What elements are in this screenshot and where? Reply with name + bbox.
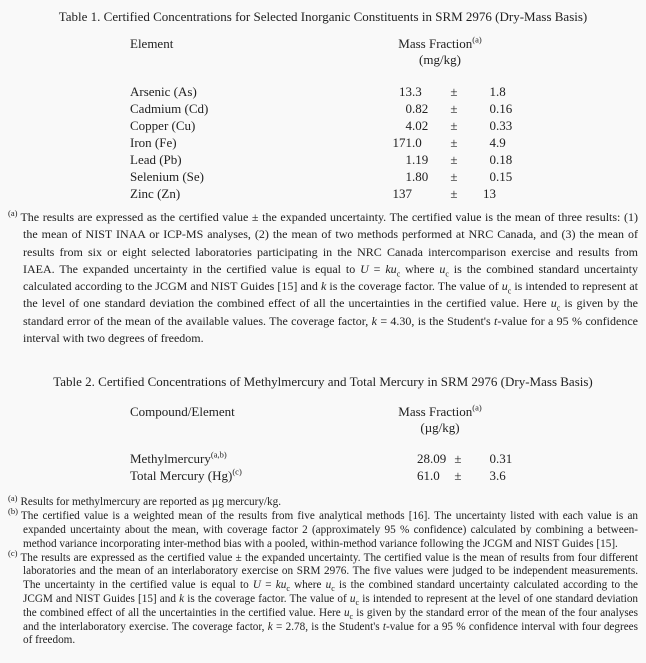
plus-minus-sign: ± xyxy=(450,186,458,201)
table2-title: Table 2. Certified Concentrations of Methylmercury and Total Mercury in SRM 2976 (Dry-Mass Basis) xyxy=(53,374,593,390)
footnote-marker: (b) xyxy=(8,506,18,517)
footnote-ref-a: (a) xyxy=(472,403,482,414)
plus-minus-sign: ± xyxy=(450,101,458,116)
footnote xyxy=(8,492,638,510)
plus-minus-sign: ± xyxy=(450,84,458,99)
uncertainty-frac: .15 xyxy=(496,169,513,184)
uncertainty-frac: .16 xyxy=(496,101,513,116)
table1-unit-label: (mg/kg) xyxy=(419,52,461,67)
table1-col2-header xyxy=(320,36,560,52)
footnote-text: The certified value is a weighted mean of the results from five analytical methods [16]. The uncertainty listed with each value is an expanded uncertainty about the mean, with coverage factor 2 (approximately 95 % confidence) calculated by combining a between-method variance incorporating inter-method bias with a pooled, within-method variance following the JCGM and NIST Guides [15]. xyxy=(20,510,638,550)
certified-value-int: 1 xyxy=(405,152,412,167)
table-row xyxy=(130,168,560,185)
certified-value-int: 0 xyxy=(405,101,412,116)
compound-name: Methylmercury xyxy=(130,451,211,467)
element-label: Selenium (Se) xyxy=(130,169,205,184)
uncertainty-frac: .9 xyxy=(496,135,506,150)
mass-fraction-label: Mass Fraction xyxy=(398,404,473,420)
footnote-text: The results are expressed as the certified value ± the expanded uncertainty. The certified value is the mean of three results: (1) the mean of NIST INAA or ICP-MS analyses, (2) the mean of two methods performed at NRC Canada, and (3) the mean of results from six or eight selected laboratories participating in the NRC Canada intercomparison exercise and results from IAEA. The expanded uncertainty in the certified value is equal to $U = ku_c$ where $u_c$ is the combined standard uncertainty calculated according to the JCGM and NIST Guides [15] and k is the coverage factor. The value of $u_c$ is intended to represent at the level of one standard deviation the combined effect of all the uncertainties in the certified value. Here $u_c$ is given by the standard error of the mean of the available values. The coverage factor, k = 4.30, is the Student's t-value for a 95 % confidence interval with two degrees of freedom. xyxy=(20,210,639,346)
uncertainty-int: 1 xyxy=(489,84,496,99)
footnote-text: Results for methylmercury are reported as µg mercury/kg. xyxy=(20,496,282,509)
certified-value-int: 61 xyxy=(417,468,430,484)
certified-value-int: 4 xyxy=(405,118,412,133)
uncertainty-int: 0 xyxy=(489,169,496,184)
uncertainty-int: 13 xyxy=(483,186,496,201)
table-row xyxy=(130,83,560,100)
table-row xyxy=(130,151,560,168)
table-row xyxy=(130,467,560,484)
uncertainty-int: 3 xyxy=(489,468,496,484)
uncertainty-frac: .18 xyxy=(496,152,513,167)
plus-minus-sign: ± xyxy=(454,468,462,484)
certified-value-frac: .82 xyxy=(412,101,429,116)
uncertainty-int: 4 xyxy=(489,135,496,150)
footnote-marker: (a) xyxy=(8,208,18,218)
uncertainty-int: 0 xyxy=(489,118,496,133)
certified-value-frac xyxy=(412,185,442,202)
plus-minus-sign: ± xyxy=(450,118,458,133)
uncertainty-int: 0 xyxy=(489,101,496,116)
certified-value-int: 28 xyxy=(417,451,430,467)
element-label: Zinc (Zn) xyxy=(130,186,181,201)
element-label: Arsenic (As) xyxy=(130,84,197,99)
table2-footnotes xyxy=(8,492,639,648)
table-row xyxy=(130,134,560,151)
spacer xyxy=(130,420,320,436)
footnote-marker: (a) xyxy=(8,492,18,503)
plus-minus-sign: ± xyxy=(454,451,462,467)
mass-fraction-label: Mass Fraction xyxy=(398,36,473,51)
table2-col2-header xyxy=(320,404,560,420)
uncertainty-frac: .6 xyxy=(496,468,506,484)
certified-value-frac: .0 xyxy=(430,468,440,484)
certified-value-frac: .02 xyxy=(412,118,429,133)
table1-footnotes xyxy=(8,209,638,347)
footnote xyxy=(8,209,638,347)
certified-value-frac: .3 xyxy=(412,84,422,99)
element-label: Cadmium (Cd) xyxy=(130,101,209,116)
table2-unit-label: (µg/kg) xyxy=(420,420,460,436)
footnote xyxy=(8,506,638,551)
table-row xyxy=(130,117,560,134)
table2 xyxy=(130,404,560,484)
uncertainty-int: 0 xyxy=(489,152,496,167)
uncertainty-frac: .33 xyxy=(496,118,513,133)
footnote xyxy=(8,547,639,649)
table-row xyxy=(130,185,560,202)
uncertainty-frac xyxy=(496,185,560,202)
compound-label xyxy=(130,450,320,467)
element-label: Copper (Cu) xyxy=(130,118,196,133)
certified-value-frac: .80 xyxy=(412,169,429,184)
element-label: Iron (Fe) xyxy=(130,135,177,150)
compound-label xyxy=(130,467,320,484)
compound-name: Total Mercury (Hg) xyxy=(130,468,233,484)
certified-value-int: 1 xyxy=(405,169,412,184)
certified-value-frac: .09 xyxy=(430,451,447,467)
certified-value-int: 171 xyxy=(392,135,412,150)
footnote-text: The results are expressed as the certified value ± the expanded uncertainty. The certified value is the mean of results from four different laboratories and the mean of an interlaboratory exercise on SRM 2976. The five values were judged to be independent measurements. The uncertainty in the certified value is equal to $U = ku_c$ where $u_c$ is the combined standard uncertainty calculated according to the JCGM and NIST Guides [15] and k is the coverage factor. The value of $u_c$ is intended to represent at the level of one standard deviation the combined effect of all the uncertainties in the certified value. Here $u_c$ is given by the standard error of the mean of the four analyses and the interlaboratory exercise. The coverage factor, k = 2.78, is the Student's t-value for a 95 % confidence interval with four degrees of freedom. xyxy=(20,551,639,647)
footnote-ref-a: (a) xyxy=(472,34,482,45)
certified-value-frac: .19 xyxy=(412,152,429,167)
spacer xyxy=(130,52,320,68)
uncertainty-frac: .31 xyxy=(496,451,513,467)
table1-col1-header: Element xyxy=(130,36,174,51)
certified-value-int: 137 xyxy=(392,186,412,201)
table2-rows xyxy=(130,450,560,484)
certified-value-frac: .0 xyxy=(412,135,422,150)
certified-value-int: 13 xyxy=(399,84,412,99)
element-label: Lead (Pb) xyxy=(130,152,182,167)
plus-minus-sign: ± xyxy=(450,169,458,184)
table-row xyxy=(130,450,560,467)
table-row xyxy=(130,100,560,117)
plus-minus-sign: ± xyxy=(450,152,458,167)
table1 xyxy=(130,36,560,202)
table1-title: Table 1. Certified Concentrations for Selected Inorganic Constituents in SRM 2976 (Dry-Mass Basis) xyxy=(58,9,588,24)
footnote-marker: (c) xyxy=(8,547,18,558)
table2-col1-header: Compound/Element xyxy=(130,404,235,420)
footnote-ref: (c) xyxy=(232,467,242,478)
table1-header xyxy=(130,36,560,68)
uncertainty-int: 0 xyxy=(489,451,496,467)
footnote-ref: (a,b) xyxy=(210,450,227,461)
plus-minus-sign: ± xyxy=(450,135,458,150)
uncertainty-frac: .8 xyxy=(496,84,506,99)
table1-rows xyxy=(130,83,560,202)
table2-header xyxy=(130,404,560,436)
